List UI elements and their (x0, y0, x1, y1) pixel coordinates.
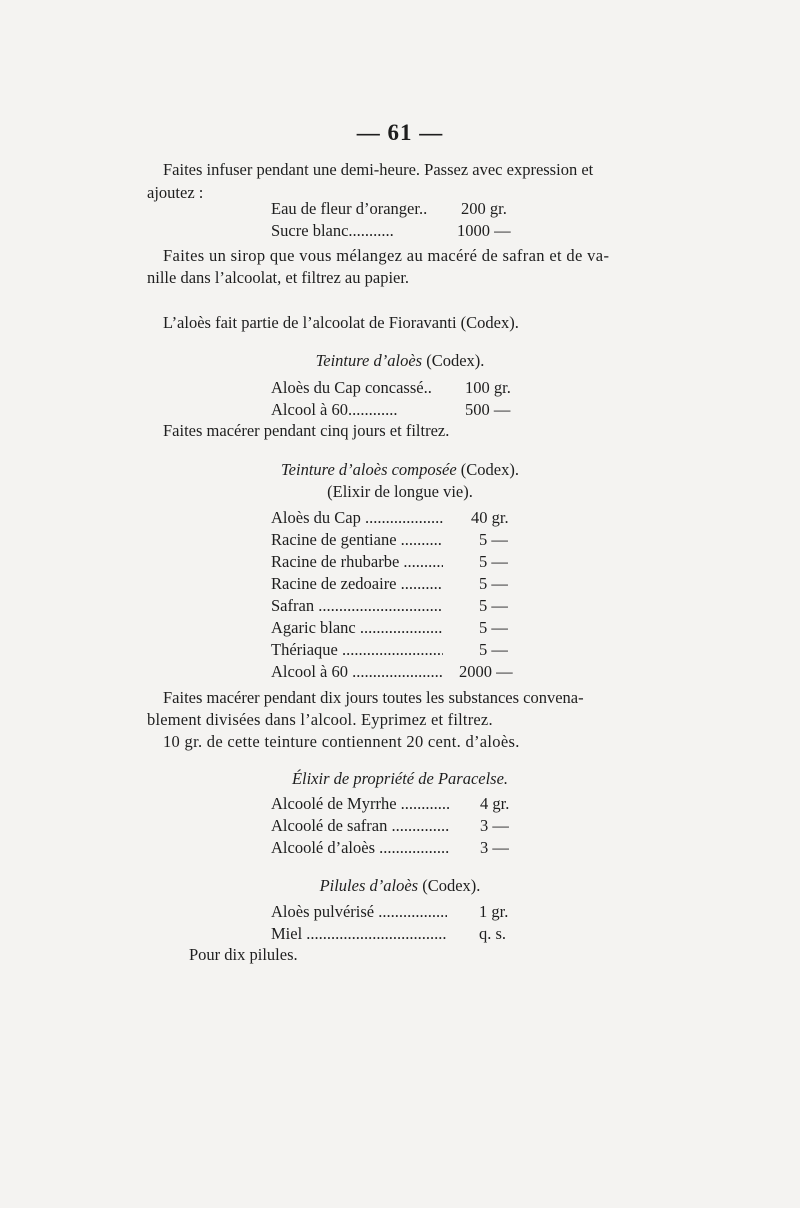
ingredient-qty: 5 — (475, 596, 539, 616)
ingredient-name: Alcool à 60 ..... (271, 662, 443, 682)
recipe-row (271, 662, 521, 684)
ingredient-qty: 5 — (475, 574, 539, 594)
ingredient-qty: 5 — (475, 618, 539, 638)
ingredient-qty: 100 gr. (465, 378, 511, 397)
recipe-row (271, 924, 521, 946)
recipe-row (271, 816, 521, 838)
ingredient-name: Eau de fleur d’oranger.. (271, 199, 428, 218)
recipe-row (271, 199, 521, 221)
paragraph-line: ajoutez : (147, 183, 204, 202)
ingredient-name: Thériaque ..... (271, 640, 443, 660)
recipe-row (271, 640, 521, 662)
recipe-row (271, 794, 521, 816)
ingredient-qty: 3 — (476, 816, 540, 836)
paragraph-line: Faites macérer pendant cinq jours et filtrez. (163, 421, 450, 440)
ingredient-name: Alcoolé d’aloès ..... (271, 838, 449, 858)
ingredient-qty: q. s. (475, 924, 539, 944)
paragraph-line: 10 gr. de cette teinture contiennent 20 cent. d’aloès. (163, 732, 520, 751)
ingredient-qty: 40 gr. (467, 508, 531, 528)
recipe-row (271, 902, 521, 924)
paragraph-line: Faites un sirop que vous mélangez au macéré de safran et de va- (163, 246, 610, 265)
ingredient-name: Racine de zedoaire ..... (271, 574, 443, 594)
recipe-row (271, 530, 521, 552)
ingredient-qty: 5 — (475, 640, 539, 660)
recipe-row (271, 508, 521, 530)
section-title: Pilules d’aloès (Codex). (319, 876, 481, 895)
recipe-row (271, 596, 521, 618)
ingredient-name: Racine de gentiane ..... (271, 530, 443, 550)
section-subtitle: (Elixir de longue vie). (327, 482, 473, 501)
ingredient-qty: 200 gr. (461, 199, 507, 218)
ingredient-name: Miel ..... (271, 924, 447, 944)
section-title: Teinture d’aloès composée (Codex). (281, 460, 519, 479)
ingredient-name: Alcoolé de safran ..... (271, 816, 449, 836)
paragraph-line: Pour dix pilules. (189, 945, 298, 964)
section-title: Élixir de propriété de Paracelse. (291, 769, 509, 788)
ingredient-qty: 5 — (475, 552, 539, 572)
ingredient-name: Alcoolé de Myrrhe ..... (271, 794, 449, 814)
ingredient-name: Aloès du Cap concassé.. (271, 378, 432, 397)
ingredient-name: Aloès pulvérisé ..... (271, 902, 447, 922)
ingredient-name: Safran ..... (271, 596, 443, 616)
recipe-row (271, 574, 521, 596)
recipe-row (271, 838, 521, 860)
paragraph-line: L’aloès fait partie de l’alcoolat de Fioravanti (Codex). (163, 313, 519, 332)
ingredient-name: Racine de rhubarbe ..... (271, 552, 443, 572)
ingredient-qty: 4 gr. (476, 794, 540, 814)
ingredient-qty: 2000 — (455, 662, 519, 682)
ingredient-name: Sucre blanc........... (271, 221, 394, 240)
ingredient-name: Agaric blanc ..... (271, 618, 443, 638)
recipe-row (271, 400, 521, 422)
ingredient-qty: 1 gr. (475, 902, 539, 922)
paragraph-line: nille dans l’alcoolat, et filtrez au papier. (147, 268, 410, 287)
ingredient-name: Aloès du Cap ..... (271, 508, 443, 528)
recipe-row (271, 618, 521, 640)
section-title: Teinture d’aloès (Codex). (315, 351, 485, 370)
paragraph-line: blement divisées dans l’alcool. Eyprimez et filtrez. (147, 710, 493, 729)
recipe-row (271, 378, 521, 400)
ingredient-qty: 5 — (475, 530, 539, 550)
ingredient-qty: 3 — (476, 838, 540, 858)
ingredient-name: Alcool à 60............ (271, 400, 398, 419)
recipe-row (271, 221, 521, 243)
page-number: — 61 — (356, 120, 444, 145)
recipe-row (271, 552, 521, 574)
ingredient-qty: 1000 — (457, 221, 511, 240)
ingredient-qty: 500 — (465, 400, 511, 419)
paragraph-line: Faites macérer pendant dix jours toutes les substances convena- (163, 688, 584, 707)
paragraph-line: Faites infuser pendant une demi-heure. Passez avec expression et (163, 160, 594, 179)
